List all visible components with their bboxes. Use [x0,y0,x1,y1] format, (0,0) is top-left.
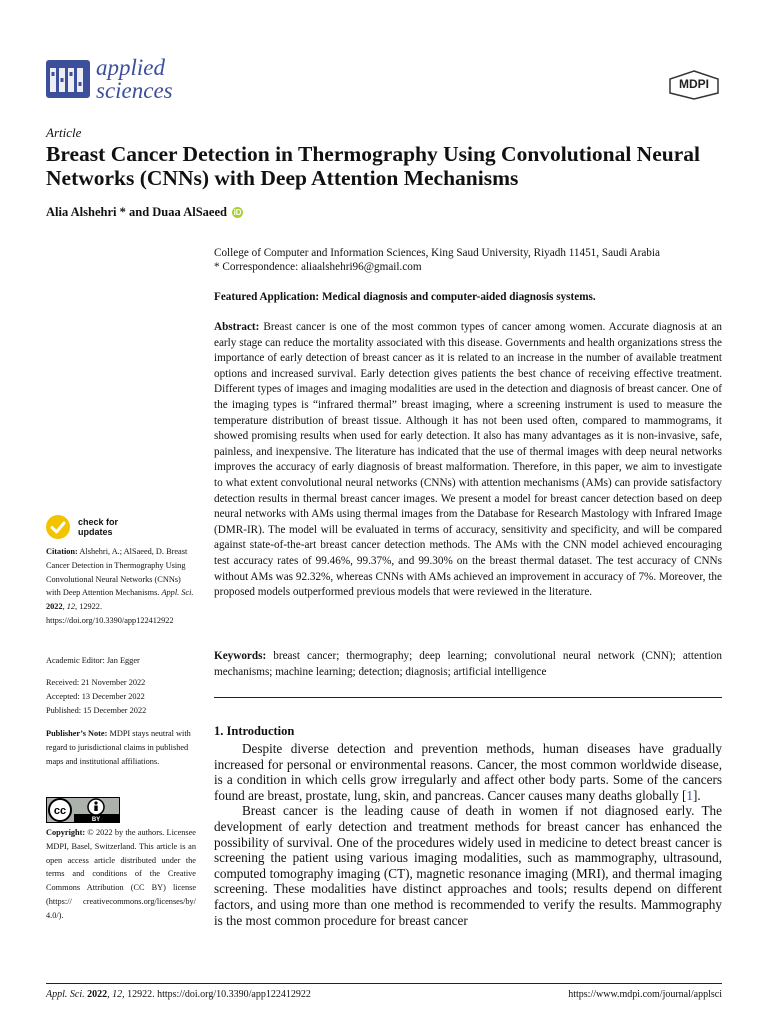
citation-text: Alshehri, A.; AlSaeed, D. Breast Cancer Detection in Thermography Using Convolutional Neural Networks (CNNs) with Deep Attention Mechanisms. [46,547,188,598]
section-divider [214,697,722,698]
publisher-note [46,727,196,768]
journal-name-line2: sciences [96,78,173,103]
citation-journal: Appl. Sci. [161,588,194,598]
publisher-name: MDPI [679,77,709,91]
cc-by-label: BY [91,817,101,823]
author-list [46,205,243,220]
copyright-block [46,826,196,923]
article-type: Article [46,125,82,140]
academic-editor: Academic Editor: Jan Egger [46,656,140,665]
cc-label: cc [53,805,67,817]
affiliation-line: College of Computer and Information Sciences, King Saud University, Riyadh 11451, Saudi Arabia [214,247,660,259]
featured-text: Medical diagnosis and computer-aided diagnosis systems. [319,291,596,303]
orcid-icon[interactable]: iD [233,208,242,217]
citation-year: 2022 [46,602,63,612]
published-date: Published: 15 December 2022 [46,705,147,715]
copyright-label: Copyright: [46,828,86,837]
footer-citation [46,989,311,1000]
paragraph [214,741,722,803]
keywords-text: breast cancer; thermography; deep learning; convolutional neural network (CNN); attention mechanisms; machine learning; detection; diagnosis; artificial intelligence [214,650,722,678]
authors-text: Alia Alshehri * and Duaa AlSaeed [46,205,227,219]
correspondence-line: * Correspondence: aliaalshehri96@gmail.com [214,261,422,273]
citation-volume: , 12 [62,602,76,612]
section-heading: 1. Introduction [214,724,295,738]
paragraph-text: Despite diverse detection and prevention methods, human diseases have gradually increased for personal or environmental reasons. Cancer, the most common worldwide disease, is a condition in which cells grow irregularly and affect other body parts. Some of the cancers found are breast, prostate, lung, skin, and pancreas. Cancer causes many deaths globally [ [214,741,722,803]
abstract-label: Abstract: [214,321,260,333]
footer-volume: , 12 [107,989,123,1000]
mdpi-logo-icon [668,70,720,100]
check-updates-line2: updates [78,527,113,537]
check-for-updates-button[interactable] [46,515,118,539]
check-updates-label [78,517,118,537]
body-text [214,741,722,928]
copyright-text: © 2022 by the authors. Licensee MDPI, Basel, Switzerland. This article is an open access article distributed under the terms and conditions of the Creative Commons Attribution (CC BY) license (https:// creativecommons.org/licenses/by/ 4.0/). [46,828,196,920]
accepted-date: Accepted: 13 December 2022 [46,691,145,701]
footer-doi[interactable]: , 12922. https://doi.org/10.3390/app122412922 [122,989,311,1000]
cc-by-license-icon[interactable] [46,797,120,823]
citation-doi[interactable]: , 12922. https://doi.org/10.3390/app122412922 [46,602,174,625]
keywords-label: Keywords: [214,650,267,662]
check-updates-line1: check for [78,517,119,527]
citation-block [46,545,196,628]
footer-year: 2022 [84,989,108,1000]
received-date: Received: 21 November 2022 [46,678,146,687]
article-title: Breast Cancer Detection in Thermography Using Convolutional Neural Networks (CNNs) with Deep Attention Mechanisms [46,142,700,190]
keywords [214,649,722,680]
paragraph-text-end: ]. [693,787,701,803]
journal-name-line1: applied [96,55,165,80]
pubnote-label: Publisher’s Note: [46,729,108,738]
featured-label: Featured Application: [214,291,320,303]
featured-application [214,290,722,306]
footer-divider [46,983,722,984]
abstract-text: Breast cancer is one of the most common types of cancer among women. Accurate diagnosis at an early stage can reduce the mortality associated with this disease. Governments and health organizations stress the importance of early detection of breast cancer as it is related to an increase in the number of available treatment options and increased survival. Early detection gives patients the best chance of receiving effective treatment. Different types of images and imaging modalities are used in the detection and diagnosis of breast cancer. One of the imaging types is “infrared thermal” breast imaging, where a screening instrument is used to measure the temperature distribution of breast tissue. Although it has not been used often, compared to mammograms, it showed promising results when used for early detection. It also has many advantages as it is non-invasive, safe, painless, and inexpensive. The literature has indicated that the use of thermal images with deep neural networks improves the accuracy of early diagnosis of breast malformation. Therefore, in this paper, we aim to investigate to what extent convolutional neural networks (CNNs) with attention mechanisms (AMs) can provide satisfactory detection results in thermal breast cancer images. We present a model for breast cancer detection based on deep neural networks with AMs using thermal images from the Database for Research Mastology with Infrared Image (DMR-IR). The model will be evaluated in terms of accuracy, sensitivity and specificity, and will be compared against state-of-the-art breast cancer detection methods. The AMs with the CNN model achieved encouraging test accuracy rates of 99.46%, 99.37%, and 99.30% on the breast thermal dataset. The test accuracy of CNNs without AMs was 92.32%, whereas CNNs with AMs achieved an improvement in accuracy of 7%. Moreover, the proposed models outperformed previous models that were reviewed in the literature. [214,321,722,599]
footer-journal: Appl. Sci. [46,989,85,1000]
reference-link[interactable]: 1 [686,787,693,803]
journal-logo-icon [46,60,90,98]
abstract [214,320,722,601]
publication-dates [46,676,196,717]
citation-label: Citation: [46,547,78,556]
footer-journal-url[interactable]: https://www.mdpi.com/journal/applsci [568,989,722,1000]
journal-name [96,56,296,102]
affiliation-block [214,246,722,274]
pubnote-text: MDPI stays neutral with regard to jurisdictional claims in published maps and institutional affiliations. [46,729,191,766]
paragraph: Breast cancer is the leading cause of death in women if not diagnosed early. The development of early detection and treatment methods for breast cancer has enhanced the possibility of survival. One of the procedures widely used in medicine to detect breast cancer is screening the patient using various imaging modalities, such as mammography, ultrasound, computed tomography imaging (CT), magnetic resonance imaging (MRI), and thermal imaging screening. These modalities have distinct approaches and tools; results depend on different factors, and using more than one method is recommended to verify the results. Mammography is the most common procedure for breast cancer [214,803,722,928]
check-updates-icon [46,515,70,539]
